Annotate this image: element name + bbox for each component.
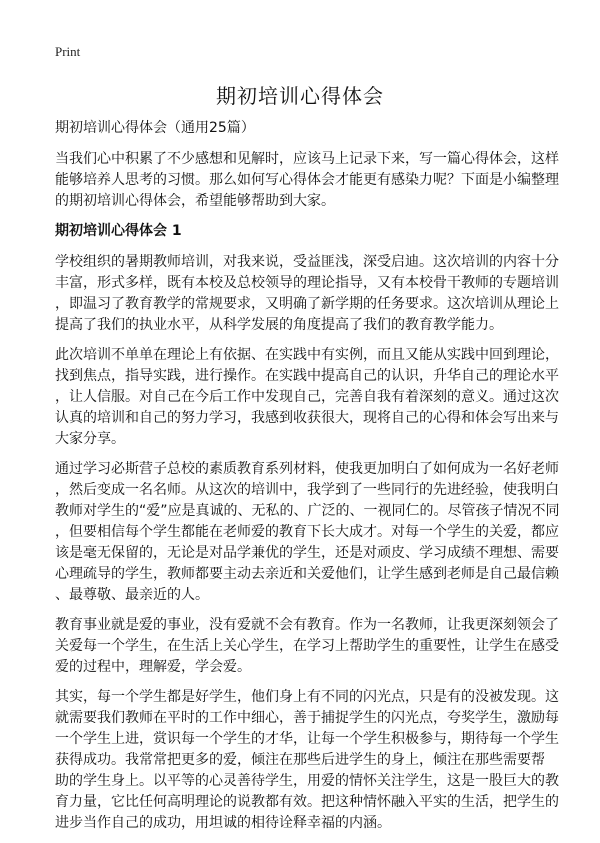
body-paragraph	[55, 687, 559, 834]
text-line: 教师对学生的“爱”应是真诚的、无私的、广泛的、一视同仁的。尽管孩子情况不同	[55, 503, 560, 519]
text-line: 该是毫无保留的，无论是对品学兼优的学生，还是对顽皮、学习成绩不理想、需要	[55, 545, 559, 561]
text-line: 学校组织的暑期教师培训，对我来说，受益匪浅，深受启迪。这次培训的内容十分	[55, 254, 559, 270]
text-line: 的期初培训心得体会，希望能够帮助到大家。	[55, 193, 335, 209]
text-line: 进步当作自己的成功，用坦诚的相待诠释幸福的内涵。	[55, 815, 391, 831]
section-heading: 期初培训心得体会 1	[55, 223, 182, 239]
text-line: 大家分享。	[55, 431, 125, 447]
text-line: 助的学生身上。以平等的心灵善待学生，用爱的情怀关注学生，这是一股巨大的教	[55, 773, 559, 789]
text-line: 此次培训不单单在理论上有依据、在实践中有实例，而且又能从实践中回到理论，	[55, 347, 559, 363]
text-line: ，但要相信每个学生都能在老师爱的教育下长大成才。对每一个学生的关爱，都应	[55, 524, 559, 540]
document-subtitle: 期初培训心得体会（通用25篇）	[55, 120, 255, 136]
document-body	[55, 118, 560, 843]
text-line: 丰富，形式多样，既有本校及总校领导的理论指导，又有本校骨干教师的专题培训	[55, 275, 559, 291]
body-paragraph	[55, 345, 559, 450]
text-line: ，即温习了教育教学的常规要求，又明确了新学期的任务要求。这次培训从理论上	[55, 296, 559, 312]
text-line: 当我们心中积累了不少感想和见解时，应该马上记录下来，写一篇心得体会，这样	[55, 151, 559, 167]
text-line: 关爱每一个学生，在生活上关心学生，在学习上帮助学生的重要性，让学生在感受	[55, 638, 559, 654]
text-line: ，让人信服。对自己在今后工作中发现自己，完善自我有着深刻的意义。通过这次	[55, 389, 559, 405]
text-line: 一个学生上进，赏识每一个学生的才华，让每一个学生积极参与，期待每一个学生	[55, 731, 559, 747]
text-line: 认真的培训和自己的努力学习，我感到收获很大，现将自己的心得和体会写出来与	[55, 410, 559, 426]
text-line: 育力量，它比任何高明理论的说教都有效。把这种情怀融入平实的生活，把学生的	[55, 794, 559, 810]
text-line: 获得成功。我常常把更多的爱，倾注在那些后进学生的身上，倾注在那些需要帮	[55, 752, 545, 768]
text-line: 通过学习必斯营子总校的素质教育系列材料，使我更加明白了如何成为一名好老师	[55, 461, 559, 477]
text-line: 其实，每一个学生都是好学生，他们身上有不同的闪光点，只是有的没被发现。这	[55, 689, 559, 705]
body-paragraph	[55, 459, 560, 606]
body-paragraph	[55, 615, 559, 678]
text-line: 心理疏导的学生，教师都要主动去亲近和关爱他们，让学生感到老师是自己最信赖	[55, 566, 559, 582]
text-line: 找到焦点，指导实践，进行操作。在实践中提高自己的认识，升华自己的理论水平	[55, 368, 559, 384]
print-link[interactable]: Print	[55, 44, 81, 59]
text-line: 提高了我们的执业水平，从科学发展的角度提高了我们的教育教学能力。	[55, 317, 503, 333]
text-line: 、最尊敬、最亲近的人。	[55, 587, 209, 603]
text-line: 就需要我们教师在平时的工作中细心，善于捕捉学生的闪光点，夸奖学生，激励每	[55, 710, 559, 726]
page-title: 期初培训心得体会	[216, 84, 384, 108]
text-line: 能够培养人思考的习惯。那么如何写心得体会才能更有感染力呢？下面是小编整理	[55, 172, 559, 188]
body-paragraph	[55, 252, 559, 336]
intro-paragraph	[55, 149, 559, 212]
text-line: 教育事业就是爱的事业，没有爱就不会有教育。作为一名教师，让我更深刻领会了	[55, 617, 559, 633]
text-line: 爱的过程中，理解爱，学会爱。	[55, 659, 251, 675]
text-line: ，然后变成一名名师。从这次的培训中，我学到了一些同行的先进经验，使我明白	[55, 482, 559, 498]
